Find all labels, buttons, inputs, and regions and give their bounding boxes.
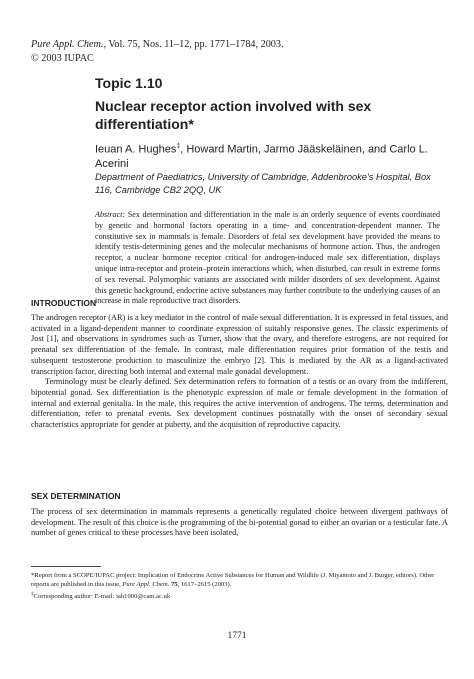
introduction-paragraph-1: The androgen receptor (AR) is a key mediator in the control of male sexual differentiation. It is expressed in fetal tissues, and activated in a ligand-dependent manner to coordinate expression of suitably responsive genes. The classic experiments of Jost [1], and observations in syndromes such as Turner, show that the ovary, and therefore estrogens, are not required for prenatal sex differentiation of the female. In contrast, male differentiation requires prior formation of the testis and subsequent testosterone production to masculinize the embryo [2]. This is mediated by the AR as a ligand-activated transcription factor, directing both internal and external male gonadal development. xyxy=(31,313,448,376)
footnote-1-text: *Report from a SCOPE/IUPAC project: Implication of Endocrine Active Substances for Human and Wildlife (J. Miyamoto and J. Burger, editors). Other reports are published in this issue, xyxy=(31,572,435,589)
introduction-paragraph-2: Terminology must be clearly defined. Sex determination refers to formation of a testis or an ovary from the indifferent, bipotential gonad. Sex differentiation is the phenotypic expression of male or female development in the formation of internal and external genitalia. In the male, this requires the active intervention of androgens. The terms, determination and differentiation, refer to prenatal events. Sex development continues postnatally with the onset of secondary sexual characteristics appropriate for gender at puberty, and the acquisition of reproductive capacity. xyxy=(31,377,448,430)
paper-title: Nuclear receptor action involved with sex differentiation* xyxy=(95,98,372,132)
author-lead: Ieuan A. Hughes xyxy=(95,143,177,156)
abstract xyxy=(95,210,440,307)
abstract-label: Abstract: xyxy=(95,210,126,219)
footnote-1-volume: 75 xyxy=(170,581,178,589)
author-rest: , Howard Martin, Jarmo Jääskeläinen, and Carlo L. Acerini xyxy=(95,143,428,170)
section-heading-sex-determination: SEX DETERMINATION xyxy=(31,491,121,501)
journal-details: , Vol. 75, Nos. 11–12, pp. 1771–1784, 2003. xyxy=(103,39,284,50)
copyright-line: © 2003 IUPAC xyxy=(31,53,94,64)
footnotes xyxy=(31,571,451,601)
abstract-text: Sex determination and differentiation in the male is an orderly sequence of events coordinated by genetic and hormonal factors operating in a time- and concentration-dependent manner. The constitutive sex in mammals is female. Disorders of fetal sex development have provided the means to identify testis-determining genes and the molecular mechanisms of hormone action. Thus, the androgen receptor, a nuclear hormone receptor critical for androgen-induced male sex differentiation, displays unique intra-receptor and protein–protein interactions which, when disturbed, can result in extreme forms of sex reversal. Polymorphic variants are associated with milder disorders of sex development. Against this genetic background, endocrine active substances may further contribute to the underlying causes of an increase in male reproductive tract disorders. xyxy=(95,210,440,306)
journal-citation xyxy=(31,38,451,66)
footnote-rule xyxy=(31,566,101,567)
sex-determination-paragraph-1: The process of sex determination in mammals represents a genetically regulated choice between divergent pathways of development. The result of this choice is the programming of the bi-potential gonad to either an ovarian or a testicular fate. A number of genes critical to these processes have been isolated, xyxy=(31,507,448,538)
sex-determination-body xyxy=(31,507,448,539)
page-number: 1771 xyxy=(227,631,247,641)
footnote-1-pages: , 1617–2615 (2003). xyxy=(177,581,232,589)
footnote-2-text: Corresponding author: E-mail: iah1000@cam.ac.uk xyxy=(33,592,171,600)
footnote-1-journal: Pure Appl. Chem. xyxy=(122,581,170,589)
section-heading-introduction: INTRODUCTION xyxy=(31,298,97,308)
corresponding-mark: ‡ xyxy=(176,143,181,150)
footnote-2 xyxy=(31,590,451,601)
author-list xyxy=(95,140,445,171)
footnote-1 xyxy=(31,571,451,590)
journal-line xyxy=(31,38,451,52)
affiliation: Department of Paediatrics, University of Cambridge, Addenbrooke's Hospital, Box 116, Cambridge CB2 2QQ, UK xyxy=(95,172,431,195)
topic-label: Topic 1.10 xyxy=(95,75,163,91)
introduction-body xyxy=(31,313,448,431)
journal-name: Pure Appl. Chem. xyxy=(31,39,104,50)
footnote-2-mark: ‡ xyxy=(31,591,34,597)
